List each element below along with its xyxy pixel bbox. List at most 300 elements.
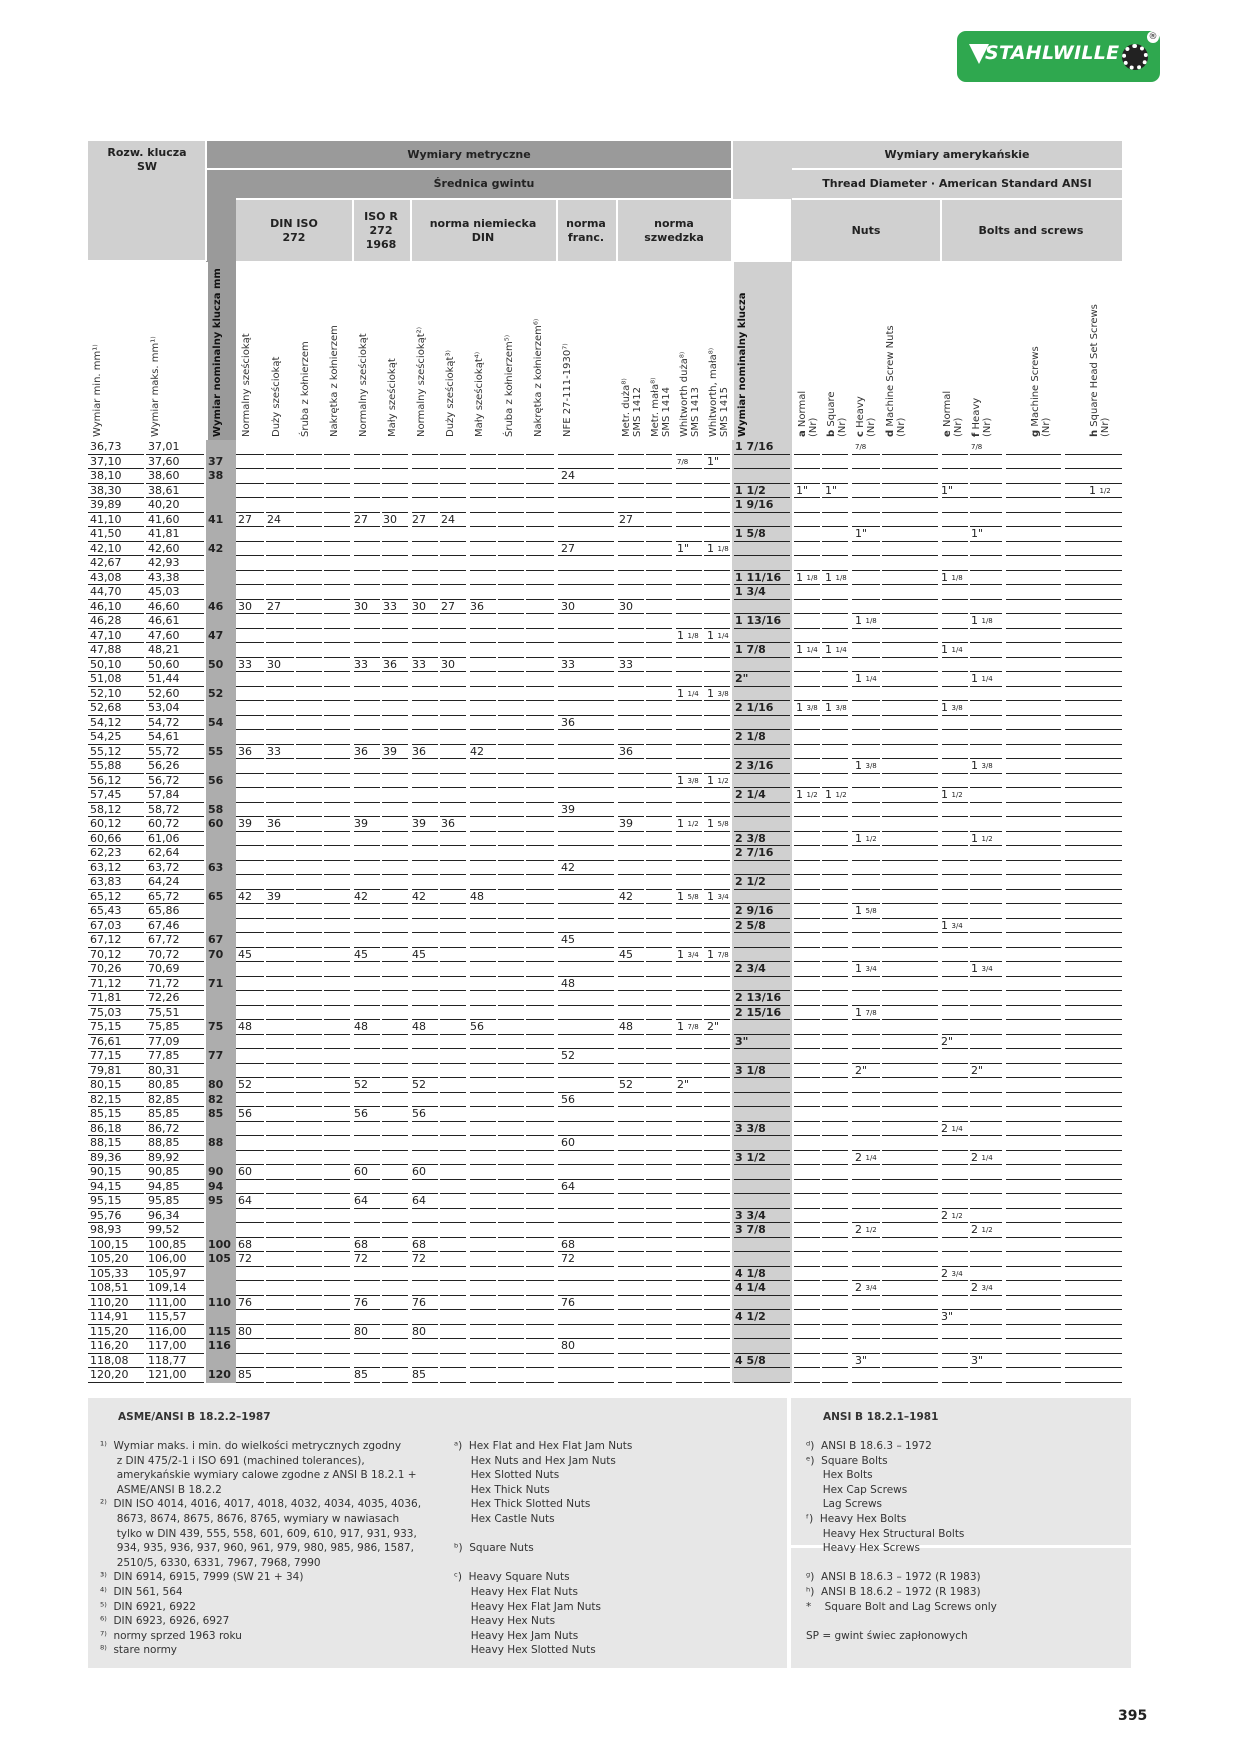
row-rule (526, 686, 554, 687)
row-rule (1006, 1280, 1061, 1281)
row-rule (942, 454, 968, 455)
row-rule (794, 773, 820, 774)
row-rule (618, 1208, 644, 1209)
row-rule (942, 1353, 968, 1354)
table-cell: 1 1/4 (796, 643, 818, 656)
row-rule (266, 497, 294, 498)
row-rule (526, 671, 554, 672)
row-rule (618, 874, 644, 875)
row-rule (470, 787, 496, 788)
header-norma-sz: norma szwedzka (644, 216, 704, 244)
row-rule (794, 497, 820, 498)
table-cell: 7/8 (677, 458, 689, 466)
row-rule (440, 555, 466, 556)
column-label: c Heavy (Nr) (855, 396, 877, 437)
row-rule (236, 715, 264, 716)
row-rule (1006, 1135, 1061, 1136)
row-rule (440, 744, 466, 745)
row-rule (382, 816, 408, 817)
row-rule (852, 889, 880, 890)
row-rule (470, 570, 496, 571)
row-rule (1006, 715, 1061, 716)
row-rule (882, 555, 938, 556)
row-rule (618, 1353, 644, 1354)
row-rule (734, 686, 790, 687)
row-rule (734, 468, 790, 469)
row-rule (526, 1019, 554, 1020)
row-rule (852, 816, 880, 817)
table-cell: 1 13/16 (735, 614, 782, 627)
row-rule (526, 947, 554, 948)
row-rule (618, 976, 644, 977)
row-rule (852, 1106, 880, 1107)
row-rule (646, 918, 672, 919)
row-rule (970, 628, 1002, 629)
row-rule (266, 1135, 294, 1136)
row-rule (266, 1164, 294, 1165)
table-cell: 47,88 (90, 643, 122, 656)
row-rule (498, 1367, 524, 1368)
table-cell: 64 (561, 1180, 575, 1193)
row-rule (942, 628, 968, 629)
header-metric: Wymiary metryczne (407, 148, 531, 161)
row-rule (734, 1092, 790, 1093)
table-cell: 1" (855, 527, 868, 540)
row-rule (646, 1280, 672, 1281)
row-rule (1065, 671, 1122, 672)
table-cell: 1 7/8 (735, 643, 766, 656)
row-rule (382, 613, 408, 614)
header-bolts: Bolts and screws (978, 223, 1084, 237)
table-cell: 63,83 (90, 875, 122, 888)
table-cell: 1 1/2 (941, 788, 963, 801)
row-rule (382, 1048, 408, 1049)
table-cell: 52,68 (90, 701, 122, 714)
row-rule (412, 686, 438, 687)
header-divider (206, 262, 208, 440)
row-rule (646, 1324, 672, 1325)
row-rule (266, 1005, 294, 1006)
row-rule (526, 1353, 554, 1354)
row-rule (354, 628, 380, 629)
row-rule (412, 976, 438, 977)
row-rule (266, 686, 294, 687)
row-rule (324, 1338, 350, 1339)
row-rule (1065, 990, 1122, 991)
footnote-line: Heavy Hex Screws (806, 1542, 921, 1555)
row-rule (382, 483, 408, 484)
footnote-line: ᵇ) Square Nuts (454, 1542, 534, 1555)
row-rule (1006, 831, 1061, 832)
row-rule (794, 555, 820, 556)
table-cell: 111,00 (148, 1296, 187, 1309)
row-rule (470, 657, 496, 658)
footnote-line: ᵈ) ANSI B 18.6.3 – 1972 (806, 1440, 932, 1452)
table-cell: 38,61 (148, 484, 180, 497)
row-rule (676, 1222, 702, 1223)
row-rule (942, 729, 968, 730)
row-rule (970, 729, 1002, 730)
table-cell: 68 (238, 1238, 252, 1251)
row-rule (822, 1295, 848, 1296)
row-rule (266, 483, 294, 484)
row-rule (412, 918, 438, 919)
row-rule (970, 1266, 1002, 1267)
header-norma-niem: norma niemiecka DIN (429, 216, 537, 244)
row-rule (1065, 1222, 1122, 1223)
row-rule (882, 918, 938, 919)
row-rule (704, 1382, 730, 1383)
row-rule (646, 1367, 672, 1368)
row-rule (412, 483, 438, 484)
row-rule (794, 1092, 820, 1093)
row-rule (354, 860, 380, 861)
footnote-line: z DIN 475/2-1 i ISO 691 (machined tolerances), (100, 1454, 365, 1467)
row-rule (970, 700, 1002, 701)
row-rule (618, 932, 644, 933)
row-rule (498, 1208, 524, 1209)
row-rule (324, 526, 350, 527)
row-rule (734, 1295, 790, 1296)
table-cell: 33 (412, 658, 426, 671)
table-cell: 76 (561, 1296, 575, 1309)
row-rule (470, 1208, 496, 1209)
row-rule (704, 802, 730, 803)
row-rule (1065, 642, 1122, 643)
table-cell: 90,85 (148, 1165, 180, 1178)
row-rule (440, 541, 466, 542)
row-rule (882, 990, 938, 991)
row-rule (296, 1208, 322, 1209)
row-rule (498, 990, 524, 991)
row-rule (882, 1193, 938, 1194)
row-rule (1006, 1251, 1061, 1252)
row-rule (412, 541, 438, 542)
row-rule (354, 555, 380, 556)
table-cell: 58,12 (90, 803, 122, 816)
row-rule (526, 1121, 554, 1122)
row-rule (1006, 1367, 1061, 1368)
row-rule (1065, 816, 1122, 817)
table-cell: 70,26 (90, 962, 122, 975)
row-rule (1065, 918, 1122, 919)
row-rule (236, 454, 264, 455)
row-rule (618, 584, 644, 585)
row-rule (470, 584, 496, 585)
row-rule (470, 1179, 496, 1180)
column-label: Śruba z kołnierzem (300, 341, 311, 437)
row-rule (618, 1280, 644, 1281)
row-rule (1006, 526, 1061, 527)
row-rule (882, 1208, 938, 1209)
row-rule (618, 1309, 644, 1310)
row-rule (470, 541, 496, 542)
table-cell: 41,60 (148, 513, 180, 526)
row-rule (296, 874, 322, 875)
row-rule (412, 1338, 438, 1339)
header-divider (616, 262, 618, 440)
table-cell: 80,85 (148, 1078, 180, 1091)
footnote-line (806, 1556, 1146, 1571)
row-rule (942, 1048, 968, 1049)
row-rule (440, 860, 466, 861)
row-rule (558, 628, 614, 629)
row-rule (618, 1367, 644, 1368)
row-rule (704, 483, 730, 484)
row-rule (970, 541, 1002, 542)
row-rule (440, 787, 466, 788)
row-rule (324, 1295, 350, 1296)
table-cell: 1 1/8 (707, 542, 729, 555)
row-rule (382, 1309, 408, 1310)
row-rule (734, 1048, 790, 1049)
table-cell: 72 (354, 1252, 368, 1265)
row-rule (324, 1121, 350, 1122)
footnote-line: Heavy Hex Structural Bolts (806, 1527, 965, 1540)
row-rule (296, 932, 322, 933)
row-rule (646, 1048, 672, 1049)
row-rule (1065, 526, 1122, 527)
row-rule (382, 947, 408, 948)
row-rule (704, 990, 730, 991)
row-rule (822, 889, 848, 890)
table-cell: 118,77 (148, 1354, 187, 1367)
row-rule (882, 526, 938, 527)
footnote-line: 8673, 8674, 8675, 8676, 8765, wymiary w nawiasach (100, 1512, 400, 1525)
row-rule (412, 1309, 438, 1310)
row-rule (822, 860, 848, 861)
table-cell: 1" (971, 527, 984, 540)
row-rule (704, 729, 730, 730)
row-rule (296, 918, 322, 919)
row-rule (852, 541, 880, 542)
row-rule (526, 1237, 554, 1238)
row-rule (1006, 990, 1061, 991)
row-rule (266, 541, 294, 542)
row-rule (266, 1048, 294, 1049)
row-rule (354, 497, 380, 498)
row-rule (1006, 1193, 1061, 1194)
row-rule (526, 1092, 554, 1093)
table-cell: 67 (208, 933, 224, 946)
row-rule (794, 1338, 820, 1339)
row-rule (236, 483, 264, 484)
row-rule (1006, 671, 1061, 672)
row-rule (794, 1353, 820, 1354)
row-rule (470, 903, 496, 904)
row-rule (704, 1367, 730, 1368)
row-rule (558, 1382, 614, 1383)
row-rule (882, 860, 938, 861)
row-rule (1006, 642, 1061, 643)
row-rule (794, 744, 820, 745)
row-rule (970, 1135, 1002, 1136)
table-cell: 90,15 (90, 1165, 122, 1178)
row-rule (526, 802, 554, 803)
table-cell: 30 (561, 600, 575, 613)
row-rule (822, 555, 848, 556)
row-rule (852, 468, 880, 469)
table-cell: 44,70 (90, 585, 122, 598)
row-rule (794, 454, 820, 455)
table-cell: 1 1/8 (971, 614, 993, 627)
table-cell: 39 (619, 817, 633, 830)
table-cell: 33 (354, 658, 368, 671)
row-rule (266, 613, 294, 614)
header-iso-r: ISO R 272 1968 (364, 209, 398, 251)
header-divider (1004, 262, 1006, 440)
row-rule (942, 1005, 968, 1006)
row-rule (266, 976, 294, 977)
row-rule (618, 1106, 644, 1107)
row-rule (882, 497, 938, 498)
row-rule (734, 932, 790, 933)
row-rule (440, 686, 466, 687)
row-rule (558, 816, 614, 817)
row-rule (852, 1367, 880, 1368)
row-rule (266, 729, 294, 730)
row-rule (526, 512, 554, 513)
table-cell: 56 (412, 1107, 426, 1120)
row-rule (266, 628, 294, 629)
row-rule (852, 1324, 880, 1325)
row-rule (440, 1251, 466, 1252)
row-rule (704, 657, 730, 658)
header-din-iso: DIN ISO 272 (270, 216, 318, 244)
row-rule (296, 497, 322, 498)
row-rule (618, 1338, 644, 1339)
row-rule (558, 1164, 614, 1165)
row-rule (266, 1208, 294, 1209)
row-rule (618, 1034, 644, 1035)
row-rule (354, 758, 380, 759)
table-cell: 2 3/4 (941, 1267, 963, 1280)
row-rule (440, 1309, 466, 1310)
row-rule (324, 1193, 350, 1194)
row-rule (324, 570, 350, 571)
row-rule (558, 961, 614, 962)
table-cell: 3 1/8 (735, 1064, 766, 1077)
row-rule (970, 1019, 1002, 1020)
row-rule (526, 1338, 554, 1339)
footnote-line: Hex Thick Slotted Nuts (454, 1498, 591, 1511)
row-rule (382, 990, 408, 991)
row-rule (942, 671, 968, 672)
column-label: Wymiar min. mm¹⁾ (92, 344, 103, 437)
table-cell: 4 5/8 (735, 1354, 766, 1367)
table-cell: 41,10 (90, 513, 122, 526)
row-rule (1006, 613, 1061, 614)
footnote-line: ᶠ) Heavy Hex Bolts (806, 1512, 907, 1525)
row-rule (676, 1266, 702, 1267)
row-rule (734, 541, 790, 542)
row-rule (324, 1164, 350, 1165)
row-rule (498, 642, 524, 643)
row-rule (618, 1135, 644, 1136)
row-rule (354, 831, 380, 832)
row-rule (1065, 1324, 1122, 1325)
row-rule (734, 816, 790, 817)
row-rule (526, 1266, 554, 1267)
row-rule (354, 729, 380, 730)
row-rule (498, 671, 524, 672)
row-rule (1065, 860, 1122, 861)
row-rule (1065, 1077, 1122, 1078)
row-rule (266, 700, 294, 701)
row-rule (470, 831, 496, 832)
row-rule (382, 976, 408, 977)
row-rule (470, 671, 496, 672)
row-rule (1006, 584, 1061, 585)
row-rule (236, 1179, 264, 1180)
row-rule (236, 787, 264, 788)
row-rule (1065, 628, 1122, 629)
table-cell: 60 (561, 1136, 575, 1149)
row-rule (1065, 845, 1122, 846)
row-rule (704, 918, 730, 919)
footnote-line: Heavy Hex Nuts (454, 1615, 556, 1628)
row-rule (676, 1005, 702, 1006)
row-rule (558, 773, 614, 774)
table-cell: 24 (267, 513, 281, 526)
table-cell: 80 (238, 1325, 252, 1338)
row-rule (412, 468, 438, 469)
row-rule (382, 831, 408, 832)
row-rule (236, 584, 264, 585)
row-rule (794, 1106, 820, 1107)
row-rule (734, 715, 790, 716)
row-rule (470, 1382, 496, 1383)
row-rule (822, 1382, 848, 1383)
row-rule (852, 715, 880, 716)
row-rule (412, 729, 438, 730)
row-rule (382, 961, 408, 962)
footnote-line: ⁶⁾ DIN 6923, 6926, 6927 (100, 1615, 230, 1628)
footnote-line: ⁴⁾ DIN 561, 564 (100, 1585, 183, 1598)
row-rule (382, 845, 408, 846)
row-rule (646, 497, 672, 498)
row-rule (296, 1063, 322, 1064)
table-cell: 98,93 (90, 1223, 122, 1236)
row-rule (382, 1266, 408, 1267)
row-rule (646, 642, 672, 643)
row-rule (970, 947, 1002, 948)
row-rule (852, 584, 880, 585)
row-rule (354, 932, 380, 933)
row-rule (646, 1034, 672, 1035)
row-rule (1006, 1034, 1061, 1035)
column-label: Normalny sześciokąt (358, 333, 369, 437)
row-rule (470, 483, 496, 484)
column-label: Whitworth, mała⁸⁾ SMS 1415 (708, 347, 730, 437)
row-rule (1006, 874, 1061, 875)
table-cell: 64 (412, 1194, 426, 1207)
row-rule (970, 454, 1002, 455)
row-rule (296, 686, 322, 687)
row-rule (296, 961, 322, 962)
row-rule (354, 1135, 380, 1136)
row-rule (1006, 1295, 1061, 1296)
column-label: Normalny sześciokąt (241, 333, 252, 437)
row-rule (236, 874, 264, 875)
row-rule (324, 657, 350, 658)
row-rule (266, 454, 294, 455)
row-rule (822, 454, 848, 455)
row-rule (558, 1367, 614, 1368)
table-cell: 2 1/2 (735, 875, 766, 888)
row-rule (1006, 497, 1061, 498)
table-cell: 70,72 (148, 948, 180, 961)
